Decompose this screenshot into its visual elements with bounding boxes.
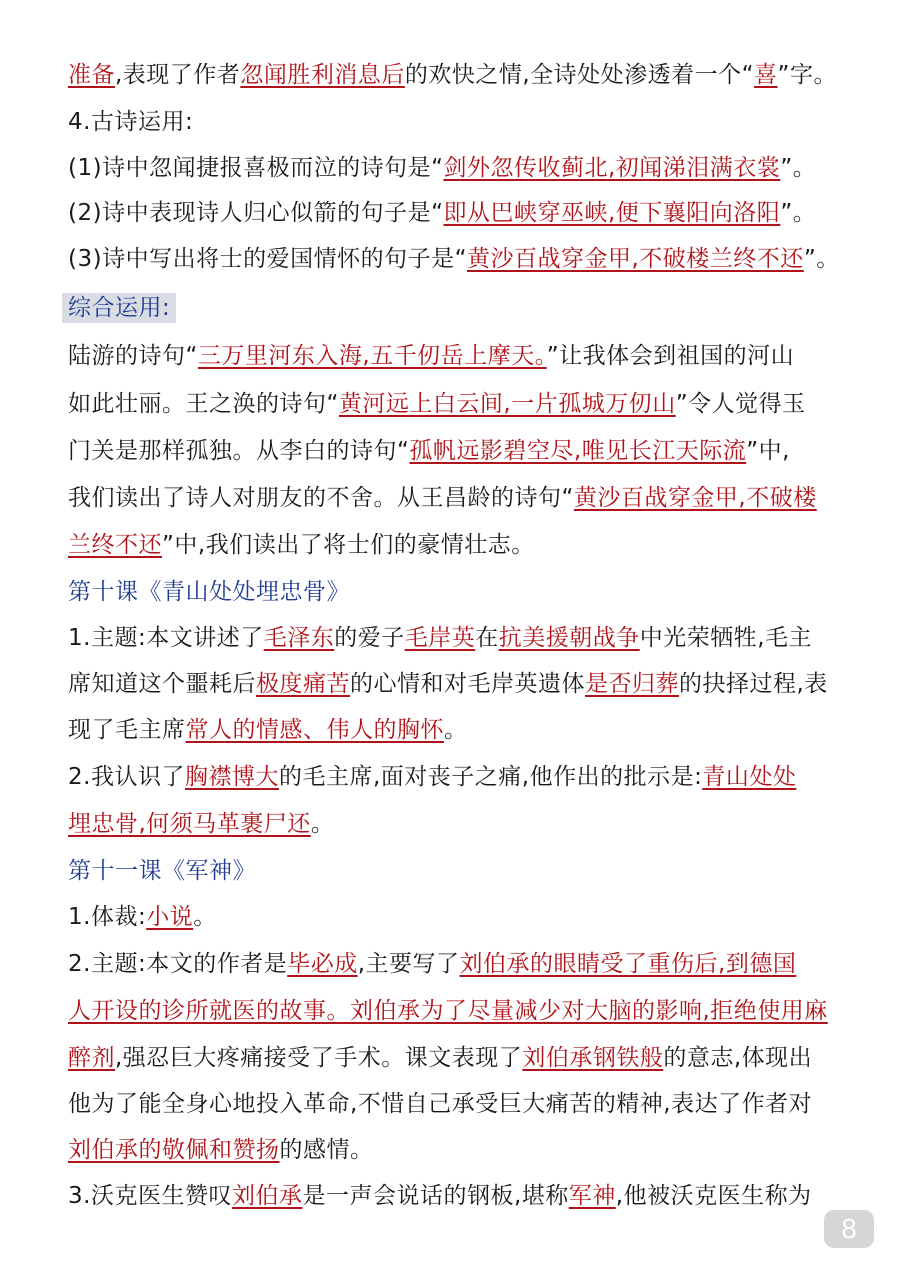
body-text: 。 [444,717,468,743]
answer-highlight: 军神 [568,1183,616,1209]
text-line [68,715,848,745]
body-text: 的欢快之情,全诗处处渗透着一个“ [404,62,755,88]
text-line [68,341,848,371]
text-line [68,623,848,653]
answer-highlight: 刘伯承的敬佩和赞扬 [68,1137,280,1163]
body-text: ,他被沃克医生称为 [615,1183,812,1209]
answer-highlight: 黄河远上白云间,一片孤城万仞山 [338,391,676,417]
body-text: (1)诗中忽闻捷报喜极而泣的诗句是“ [68,155,444,181]
body-text: 的抉择过程,表 [679,671,828,697]
answer-highlight: 毕必成 [287,951,358,977]
text-line [68,60,848,90]
text-line [68,1181,848,1211]
body-text: ”中, [746,438,790,464]
answer-highlight: 胸襟博大 [184,764,279,790]
answer-highlight: 兰终不还 [68,532,162,558]
text-line [68,762,848,792]
answer-highlight: 即从巴峡穿巫峡,便下襄阳向洛阳 [443,200,781,226]
answer-highlight: 毛泽东 [263,625,335,651]
body-text: ,主要写了 [357,951,460,977]
answer-highlight: 抗美援朝战争 [498,625,640,651]
body-text: ”字。 [777,62,837,88]
answer-highlight: 黄沙百战穿金甲,不破楼兰终不还 [467,246,804,272]
text-line [68,577,848,607]
body-text: (3)诗中写出将士的爱国情怀的句子是“ [68,246,467,272]
body-text: 陆游的诗句“ [68,343,198,369]
text-line [68,1135,848,1165]
body-text: ,表现了作者 [115,62,241,88]
body-text: 在 [475,625,499,651]
body-text: 门关是那样孤独。从李白的诗句“ [68,438,410,464]
body-text: ”中,我们读出了将士们的豪情壮志。 [162,532,535,558]
body-text: 我们读出了诗人对朋友的不舍。从王昌龄的诗句“ [68,485,574,511]
text-line [68,996,848,1026]
section-label: 综合运用: [62,293,176,323]
answer-highlight: 埋忠骨,何须马革裹尸还 [68,811,311,837]
body-text: 是一声会说话的钢板,堪称 [302,1183,569,1209]
lesson-heading: 第十课《青山处处埋忠骨》 [68,579,350,605]
text-line [68,949,848,979]
body-text: 席知道这个噩耗后 [68,671,256,697]
body-text: (2)诗中表现诗人归心似箭的句子是“ [68,200,444,226]
answer-highlight: 极度痛苦 [256,671,350,697]
answer-highlight: 黄沙百战穿金甲,不破楼 [573,485,817,511]
text-line [68,244,848,274]
body-text: 。 [193,904,217,930]
page-number-badge: 8 [824,1210,874,1248]
body-text: 如此壮丽。王之涣的诗句“ [68,391,339,417]
answer-highlight: 刘伯承钢铁般 [522,1045,664,1071]
body-text: 他为了能全身心地投入革命,不惜自己承受巨大痛苦的精神,表达了作者对 [68,1091,813,1117]
text-line [68,530,848,560]
text-line [68,809,848,839]
answer-highlight: 是否归葬 [585,671,679,697]
body-text: ”。 [780,155,817,181]
answer-highlight: 喜 [754,62,778,88]
text-line [68,856,848,886]
body-text: 。 [310,811,335,837]
body-text: 1.体裁: [68,904,147,930]
body-text: ,强忍巨大疼痛接受了手术。课文表现了 [115,1045,523,1071]
body-text: 的心情和对毛岸英遗体 [350,671,585,697]
body-text: ”。 [803,246,840,272]
text-line [68,483,848,513]
text-line [68,436,848,466]
text-line [68,1043,848,1073]
body-text: 2.我认识了 [68,764,185,790]
answer-highlight: 忽闻胜利消息后 [240,62,405,88]
answer-highlight: 孤帆远影碧空尽,唯见长江天际流 [409,438,747,464]
text-line [68,107,848,137]
body-text: 的毛主席,面对丧子之痛,他作出的批示是: [278,764,703,790]
body-text: 现了毛主席 [68,717,186,743]
text-line [68,669,848,699]
answer-highlight: 醉剂 [68,1045,115,1071]
answer-highlight: 剑外忽传收蓟北,初闻涕泪满衣裳 [443,155,781,181]
answer-highlight: 常人的情感、伟人的胸怀 [185,717,444,743]
lesson-heading: 第十一课《军神》 [68,858,256,884]
body-text: ”。 [780,200,817,226]
answer-highlight: 青山处处 [702,764,797,790]
body-text: 1.主题:本文讲述了 [68,625,264,651]
answer-highlight: 人开设的诊所就医的故事。刘伯承为了尽量减少对大脑的影响,拒绝使用麻 [68,998,828,1024]
text-line [68,1089,848,1119]
body-text: 3.沃克医生赞叹 [68,1183,232,1209]
answer-highlight: 三万里河东入海,五千仞岳上摩天。 [197,343,547,369]
body-text: 的意志,体现出 [663,1045,813,1071]
answer-highlight: 刘伯承 [231,1183,303,1209]
body-text: ”令人觉得玉 [675,391,806,417]
text-line [68,902,848,932]
answer-highlight: 刘伯承的眼睛受了重伤后,到德国 [459,951,797,977]
answer-highlight: 小说 [146,904,194,930]
body-text: ”让我体会到祖国的河山 [546,343,795,369]
body-text: 4.古诗运用: [68,109,194,135]
body-text: 的感情。 [279,1137,374,1163]
body-text: 2.主题:本文的作者是 [68,951,288,977]
body-text: 的爱子 [334,625,405,651]
text-line [68,153,848,183]
answer-highlight: 准备 [68,62,115,88]
body-text: 中光荣牺牲,毛主 [639,625,813,651]
text-line [68,389,848,419]
text-line [68,198,848,228]
text-line [68,293,848,323]
answer-highlight: 毛岸英 [404,625,476,651]
